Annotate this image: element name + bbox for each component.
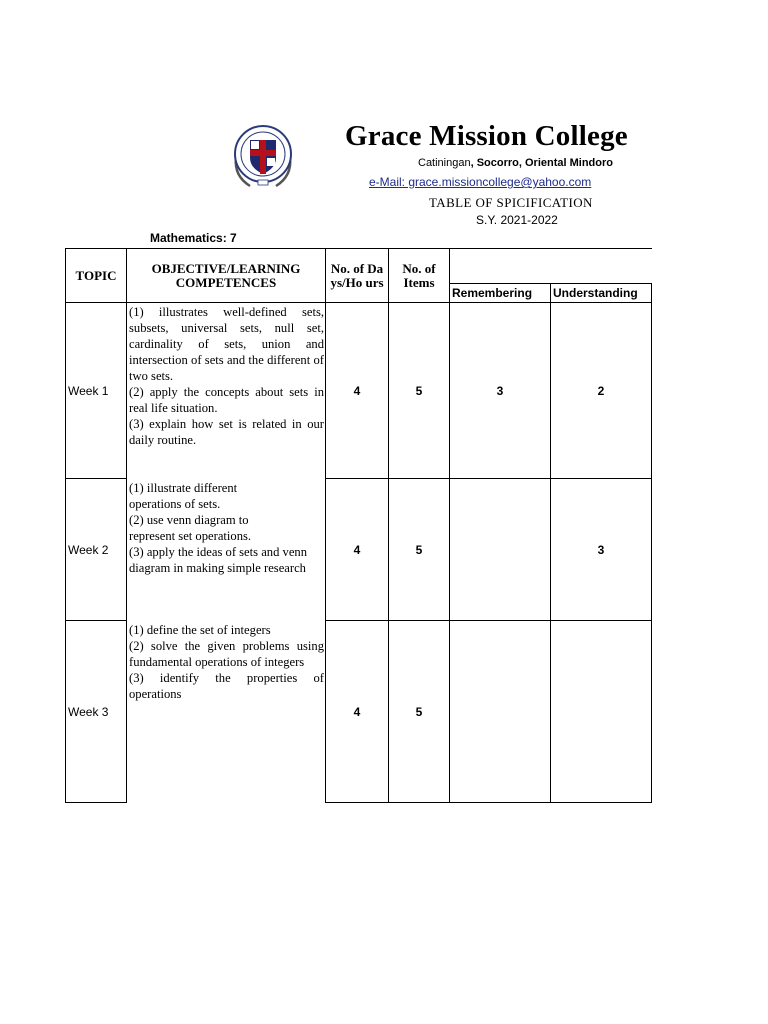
- address-rest: , Socorro, Oriental Mindoro: [470, 157, 613, 169]
- objective-item: (2) solve the given problems using fundamental operations of integers: [129, 639, 324, 669]
- college-email[interactable]: e-Mail: grace.missioncollege@yahoo.com: [369, 175, 592, 189]
- row-remembering: 3: [496, 383, 504, 398]
- document-title: TABLE OF SPICIFICATION: [429, 195, 593, 210]
- objective-item: (1) illustrate different operations of sets.: [129, 481, 238, 511]
- header-objective: OBJECTIVE/LEARNING COMPETENCES: [151, 260, 301, 290]
- college-name: Grace Mission College: [345, 120, 628, 152]
- objective-item: (2) apply the concepts about sets in real life situation.: [129, 385, 324, 415]
- row-remembering: [450, 621, 550, 802]
- row-days: 4: [353, 704, 361, 719]
- objective-item: (3) apply the ideas of sets and venn diagram in making simple research: [129, 545, 308, 575]
- row-items: 5: [415, 383, 423, 398]
- row-items: 5: [415, 704, 423, 719]
- row-understanding: 3: [597, 542, 605, 557]
- objective-item: (2) use venn diagram to represent set operations.: [129, 513, 252, 543]
- address-town: Catiningan: [418, 157, 471, 169]
- row-understanding: [551, 621, 651, 802]
- row-topic: Week 1: [68, 383, 109, 398]
- header-remembering: Remembering: [452, 286, 533, 300]
- table-bottom-border: [325, 802, 652, 803]
- header-days: [326, 249, 388, 302]
- objective-item: (1) define the set of integers: [129, 623, 271, 637]
- row-objectives: [127, 304, 325, 448]
- header-understanding: Understanding: [553, 286, 638, 300]
- row-topic: Week 2: [68, 542, 109, 557]
- header-items-text: No. of Items: [402, 260, 436, 290]
- row-days: 4: [353, 542, 361, 557]
- subject-label: Mathematics: 7: [150, 231, 237, 245]
- objective-item: (3) explain how set is related in our daily routine.: [129, 417, 324, 447]
- row-topic: Week 3: [68, 704, 109, 719]
- header-topic: TOPIC: [75, 267, 117, 283]
- college-logo: [230, 120, 296, 192]
- row-remembering: [450, 479, 550, 620]
- objective-item: (3) identify the properties of operations: [129, 671, 324, 701]
- row-understanding: 2: [597, 383, 605, 398]
- header-items: [389, 249, 449, 302]
- row-days: 4: [353, 383, 361, 398]
- objective-item: (1) illustrates well-defined sets, subsets, universal sets, null set, cardinality of sets, union and intersection of sets and the different of two sets.: [129, 305, 324, 383]
- row-objectives: [127, 480, 325, 576]
- row-items: 5: [415, 542, 423, 557]
- header-days-text: No. of Days/Ho urs: [330, 260, 384, 290]
- row-objectives: [127, 622, 325, 702]
- college-address: [418, 157, 613, 169]
- table-bottom-border: [65, 802, 127, 803]
- school-year: S.Y. 2021-2022: [476, 213, 558, 227]
- column-border: [651, 283, 652, 803]
